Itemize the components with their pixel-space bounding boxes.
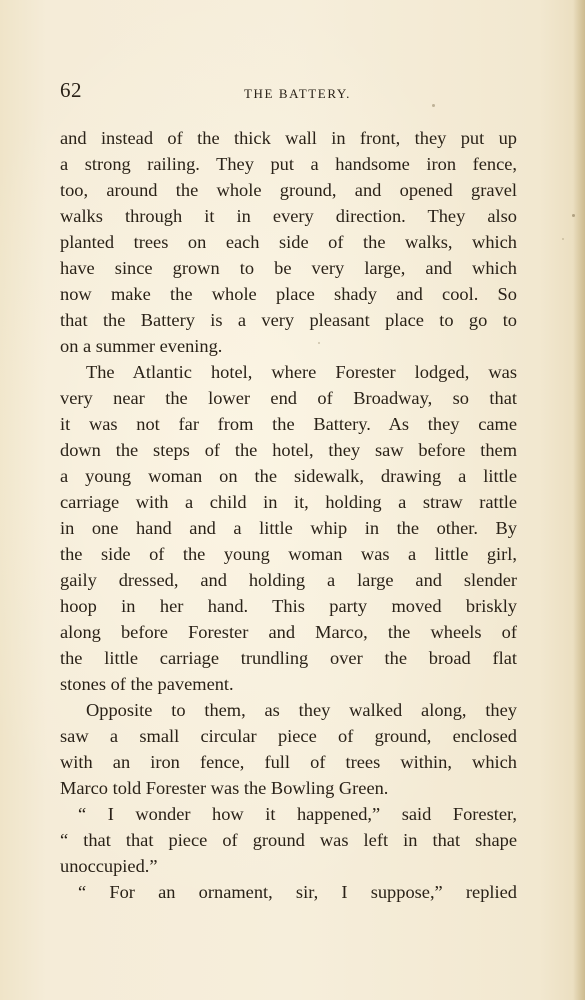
running-head: THE BATTERY. xyxy=(243,86,352,101)
text-line: planted trees on each side of the walks, which xyxy=(60,232,517,252)
page-edge-shadow xyxy=(573,0,585,1000)
text-line: hoop in her hand. This party moved briskly xyxy=(60,596,517,616)
text-line: in one hand and a little whip in the other. By xyxy=(60,518,517,538)
paper-speck xyxy=(318,342,320,344)
text-line: a young woman on the sidewalk, drawing a little xyxy=(60,466,517,486)
text-line: “ that that piece of ground was left in that shape xyxy=(60,830,517,850)
text-line: that the Battery is a very pleasant place to go to xyxy=(60,310,517,330)
text-line: “ I wonder how it happened,” said Forester, xyxy=(78,804,517,824)
text-line: down the steps of the hotel, they saw before them xyxy=(60,440,517,460)
text-line: carriage with a child in it, holding a straw rattle xyxy=(60,492,517,512)
text-line: “ For an ornament, sir, I suppose,” replied xyxy=(78,882,517,902)
text-line: the side of the young woman was a little girl, xyxy=(60,544,517,564)
page-number: 62 xyxy=(60,78,82,102)
text-line: on a summer evening. xyxy=(60,336,223,356)
paper-speck xyxy=(432,104,435,107)
text-line: now make the whole place shady and cool. So xyxy=(60,284,517,304)
body-text xyxy=(60,125,517,905)
text-line: and instead of the thick wall in front, they put up xyxy=(60,128,517,148)
page-header xyxy=(0,78,585,108)
text-line: gaily dressed, and holding a large and slender xyxy=(60,570,517,590)
text-line: too, around the whole ground, and opened gravel xyxy=(60,180,517,200)
text-line: walks through it in every direction. They also xyxy=(60,206,517,226)
text-line: unoccupied.” xyxy=(60,856,158,876)
paper-speck xyxy=(572,214,575,217)
text-line: along before Forester and Marco, the wheels of xyxy=(60,622,517,642)
paper-speck xyxy=(562,238,564,240)
text-line: Marco told Forester was the Bowling Green. xyxy=(60,778,389,798)
text-line: it was not far from the Battery. As they came xyxy=(60,414,517,434)
text-line: The Atlantic hotel, where Forester lodged, was xyxy=(86,362,517,382)
text-line: saw a small circular piece of ground, enclosed xyxy=(60,726,517,746)
text-line: have since grown to be very large, and which xyxy=(60,258,517,278)
text-line: a strong railing. They put a handsome iron fence, xyxy=(60,154,517,174)
text-line: the little carriage trundling over the broad flat xyxy=(60,648,517,668)
text-line: very near the lower end of Broadway, so that xyxy=(60,388,517,408)
text-line: Opposite to them, as they walked along, they xyxy=(86,700,517,720)
text-line: stones of the pavement. xyxy=(60,674,234,694)
text-line: with an iron fence, full of trees within, which xyxy=(60,752,517,772)
